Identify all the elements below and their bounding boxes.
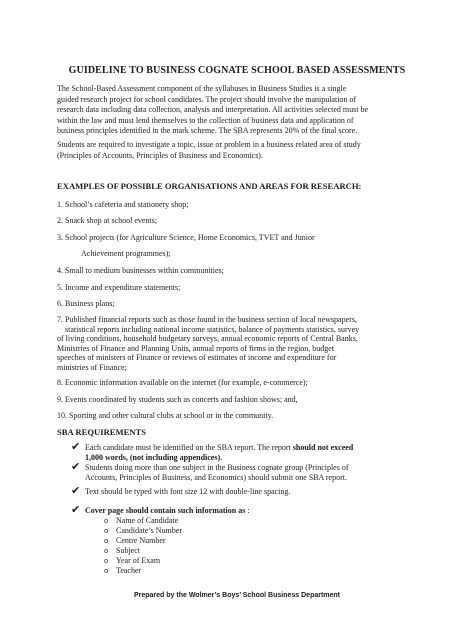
cover-item bbox=[104, 536, 166, 547]
requirement-text: Students doing more than one subject in the Business cognate group (Principles of bbox=[85, 463, 349, 472]
footer-credit: Prepared by the Wolmer’s Boys’ School Business Department bbox=[133, 592, 341, 599]
cover-item-label: Teacher bbox=[116, 566, 142, 575]
cover-item bbox=[104, 516, 178, 527]
example-line: 7. Published financial reports such as those found in the business section of local newspapers, bbox=[57, 315, 357, 324]
intro-line: within the law and must lend themselves to the collection of business data and application of bbox=[57, 115, 354, 125]
checkmark-icon: ✔ bbox=[71, 440, 81, 453]
checkmark-icon: ✔ bbox=[71, 503, 81, 516]
intro-line: research data including data collection, analysis and interpretation. All activities selected must be bbox=[57, 105, 369, 115]
cover-item bbox=[104, 546, 140, 557]
cover-item-label: Subject bbox=[116, 546, 140, 555]
intro-paragraph bbox=[57, 84, 429, 137]
cover-page-colon: : bbox=[247, 506, 250, 515]
intro-line: The School-Based Assessment component of the syllabuses in Business Studies is a single bbox=[57, 84, 347, 93]
cover-item-label: Year of Exam bbox=[116, 556, 161, 565]
example-item: 9. Events coordinated by students such as concerts and fashion shows; and, bbox=[57, 395, 298, 404]
example-line: statistical reports including national income statistics, balance of payments statistics, survey bbox=[65, 324, 360, 334]
example-item-continued: Achievement programmes); bbox=[81, 249, 171, 258]
example-item: 6. Business plans; bbox=[57, 299, 115, 308]
circle-bullet-icon: o bbox=[104, 517, 109, 525]
requirement-line: (Principles of Accounts, Principles of Business and Economics). bbox=[57, 150, 263, 160]
example-line: of living conditions, household budgetary surveys, annual economic reports of Central Banks, bbox=[57, 334, 358, 343]
word-limit-text: should not exceed bbox=[292, 443, 354, 452]
cover-item-label: Candidate’s Number bbox=[116, 526, 182, 535]
checkmark-icon: ✔ bbox=[71, 460, 81, 473]
cover-item-label: Name of Candidate bbox=[116, 516, 179, 525]
example-item: 2. Snack shop at school events; bbox=[57, 216, 157, 225]
intro-line: business principles identified in the mark scheme. The SBA represents 20% of the final score. bbox=[57, 126, 358, 136]
word-limit-text: 1,000 words, (not including appendices). bbox=[85, 452, 223, 462]
example-item: 4. Small to medium businesses within communities; bbox=[57, 266, 224, 275]
checkmark-icon: ✔ bbox=[71, 484, 81, 497]
cover-page-text: Cover page should contain such information as bbox=[85, 506, 246, 515]
requirement-text: Each candidate must be identified on the SBA report. The report bbox=[85, 443, 293, 452]
cover-item bbox=[104, 526, 182, 537]
requirement-text: Accounts, Principles of Business, and Economics) should submit one SBA report. bbox=[85, 472, 347, 482]
cover-item bbox=[104, 556, 160, 567]
example-line: Ministries of Finance and Planning Units, annual reports of firms in the region, budget bbox=[57, 343, 335, 353]
example-item: 1. School’s cafeteria and stationery shop; bbox=[57, 200, 189, 209]
circle-bullet-icon: o bbox=[104, 557, 109, 565]
example-line: speeches of ministers of Finance or reviews of estimates of income and expenditure for bbox=[57, 353, 337, 362]
example-item-published-reports bbox=[57, 315, 435, 372]
requirement-line: Students are required to investigate a topic, issue or problem in a business related area of study bbox=[57, 140, 361, 149]
circle-bullet-icon: o bbox=[104, 537, 109, 545]
circle-bullet-icon: o bbox=[104, 547, 109, 555]
sba-requirements-heading: SBA REQUIREMENTS bbox=[57, 427, 147, 437]
example-item: 10. Sporting and other cultural clubs at school or in the community. bbox=[57, 411, 274, 420]
requirement-item bbox=[71, 484, 431, 497]
document-title: GUIDELINE TO BUSINESS COGNATE SCHOOL BASED ASSESSMENTS bbox=[68, 65, 406, 76]
requirement-item bbox=[71, 460, 431, 482]
intro-line: guided research project for school candidates. The project should involve the manipulation of bbox=[57, 94, 357, 104]
example-item: 3. School projects (for Agriculture Science, Home Economics, TVET and Junior bbox=[57, 233, 315, 242]
circle-bullet-icon: o bbox=[104, 527, 109, 535]
cover-item bbox=[104, 566, 141, 577]
requirement-item bbox=[71, 503, 431, 516]
requirement-paragraph bbox=[57, 140, 429, 161]
requirement-item bbox=[71, 440, 431, 462]
cover-item-label: Centre Number bbox=[116, 536, 166, 545]
example-line: ministries of Finance; bbox=[57, 362, 127, 372]
examples-heading: EXAMPLES OF POSSIBLE ORGANISATIONS AND AREAS FOR RESEARCH: bbox=[57, 181, 362, 191]
example-item: 8. Economic information available on the internet (for example, e-commerce); bbox=[57, 378, 308, 387]
circle-bullet-icon: o bbox=[104, 567, 109, 575]
example-item: 5. Income and expenditure statements; bbox=[57, 283, 181, 292]
requirement-text: Text should be typed with font size 12 with double-line spacing. bbox=[85, 487, 291, 496]
